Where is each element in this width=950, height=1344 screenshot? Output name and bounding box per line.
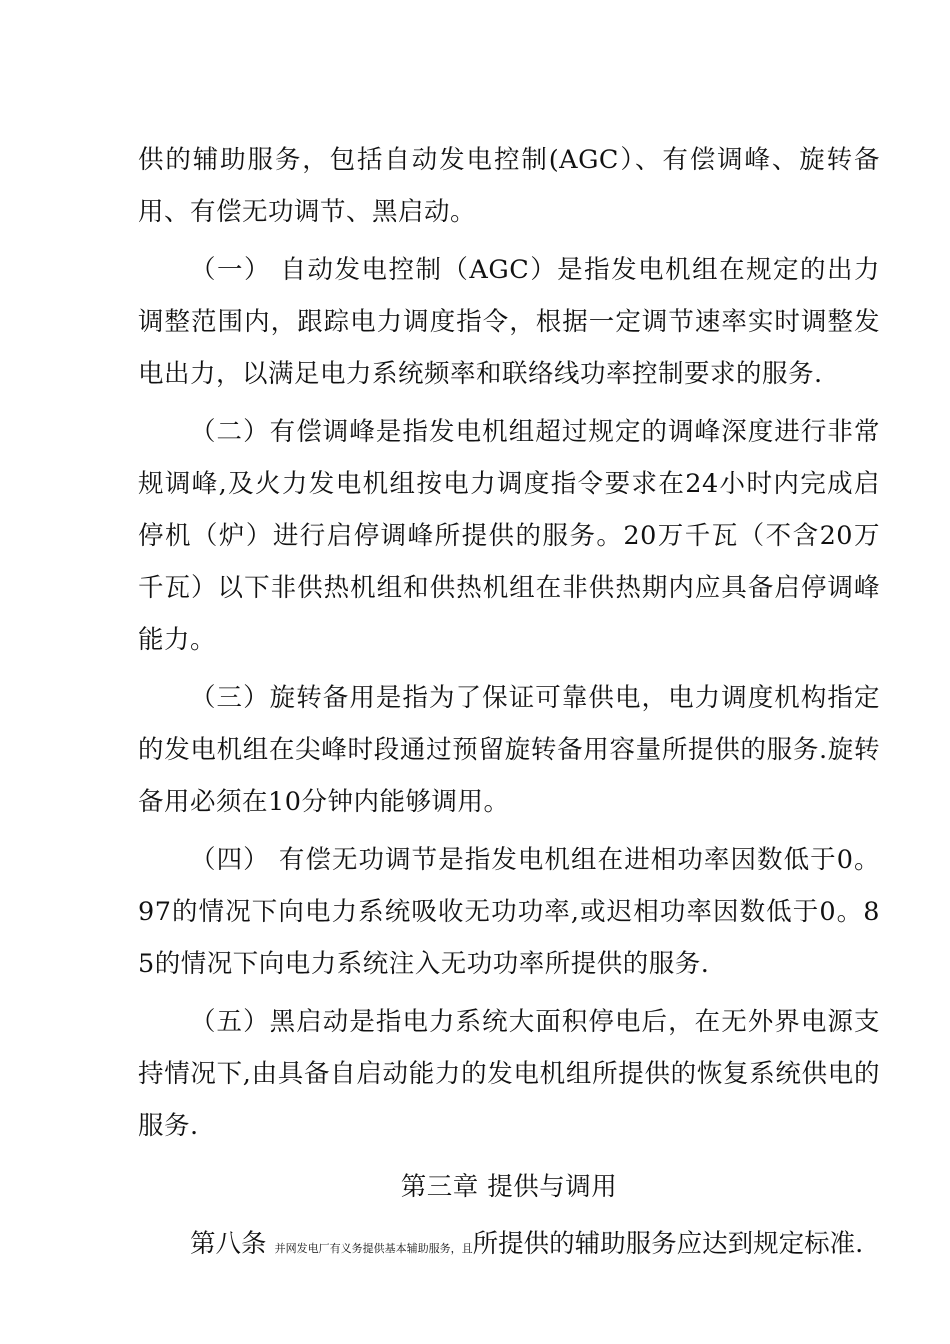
article-label: 第八条	[190, 1229, 267, 1259]
article-small-text: 并网发电厂有义务提供基本辅助服务，且	[274, 1242, 473, 1255]
paragraph-spinning-reserve: （三）旋转备用是指为了保证可靠供电，电力调度机构指定的发电机组在尖峰时段通过预留旋转备用容量所提供的服务.旋转备用必须在10分钟内能够调用。	[138, 683, 880, 817]
chapter-title: 第三章 提供与调用	[400, 1172, 618, 1202]
document-body	[138, 134, 880, 1277]
paragraph-agc: （一） 自动发电控制（AGC）是指发电机组在规定的出力调整范围内，跟踪电力调度指令，根据一定调节速率实时调整发电出力，以满足电力系统频率和联络线功率控制要求的服务.	[138, 255, 880, 389]
article-text: 所提供的辅助服务应达到规定标准.	[472, 1229, 864, 1259]
paragraph-reactive-power: （四） 有偿无功调节是指发电机组在进相功率因数低于0。97的情况下向电力系统吸收无功功率,或迟相功率因数低于0。85的情况下向电力系统注入无功功率所提供的服务.	[138, 845, 880, 979]
paragraph-peak-regulation: （二）有偿调峰是指发电机组超过规定的调峰深度进行非常规调峰,及火力发电机组按电力调度指令要求在24小时内完成启停机（炉）进行启停调峰所提供的服务。20万千瓦（不含20万千瓦）以下非供热机组和供热机组在非供热期内应具备启停调峰能力。	[138, 417, 880, 655]
paragraph-black-start: （五）黑启动是指电力系统大面积停电后，在无外界电源支持情况下,由具备自启动能力的发电机组所提供的恢复系统供电的服务.	[138, 1007, 880, 1141]
article-eight	[138, 1216, 880, 1277]
paragraph-continuation: 供的辅助服务，包括自动发电控制(AGC）、有偿调峰、旋转备用、有偿无功调节、黑启动。	[138, 145, 880, 227]
